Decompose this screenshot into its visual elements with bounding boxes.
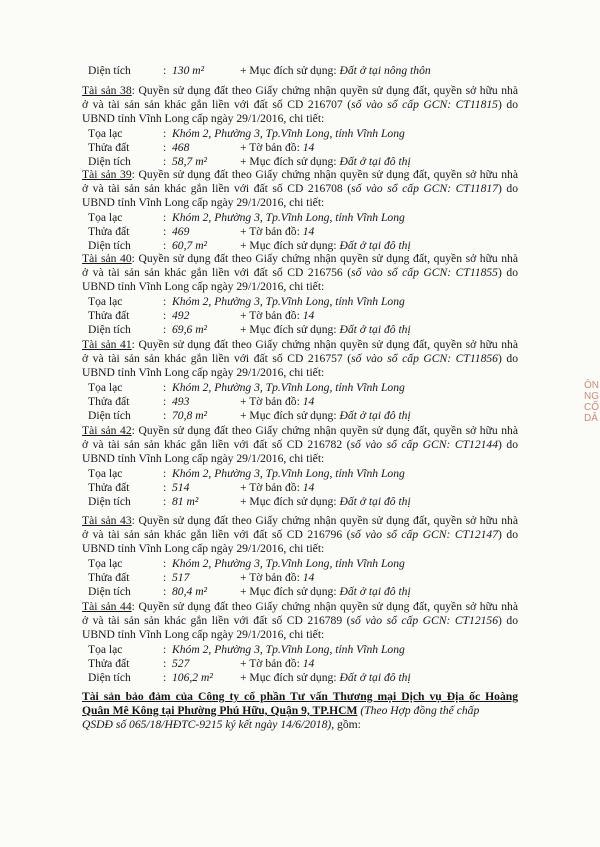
map-label: + Tờ bản đồ:: [240, 141, 303, 154]
area-label: Diện tích: [88, 64, 131, 77]
purpose-value: Đất ở tại đô thị: [339, 495, 411, 508]
asset-line2-c: ) do: [497, 98, 518, 111]
location-colon: :: [163, 643, 167, 656]
footer-line-3: [82, 718, 361, 732]
asset-certificate-number: số vào sổ cấp GCN: CT11856: [351, 352, 498, 365]
parcel-value: 514: [172, 481, 190, 494]
stamp-text-2: NG: [584, 391, 599, 402]
footer-line-2: [82, 704, 479, 718]
asset-line1-text: : Quyền sử dụng đất theo Giấy chứng nhận quyền sử dụng đất, quyền sở hữu nhà: [131, 338, 518, 351]
area-label: Diện tích: [88, 495, 131, 508]
purpose-label: + Mục đích sử dụng:: [240, 64, 340, 77]
purpose-value: Đất ở tại đô thị: [339, 155, 411, 168]
asset-line2-a: ở và tài sản sản khác gắn liền với đất số CD 216707 (: [82, 98, 352, 111]
map-text: [240, 657, 314, 671]
asset-line-3: [82, 628, 324, 642]
purpose-text: [240, 155, 411, 169]
parcel-colon: :: [163, 225, 167, 238]
asset-certificate-number: số vào sổ cấp GCN: CT12144: [350, 438, 499, 451]
asset-line2-a: ở và tài sản sản khác gắn liền với đất số CD 216782 (: [82, 438, 351, 451]
area-value: 130 m²: [172, 64, 205, 77]
area-label: Diện tích: [88, 155, 131, 168]
footer-tail-3: , gồm:: [331, 718, 361, 731]
asset-line-2: [82, 182, 518, 196]
area-label: Diện tích: [88, 585, 131, 598]
map-label: + Tờ bản đồ:: [240, 571, 303, 584]
asset-line-2: [82, 438, 518, 452]
area-colon: :: [163, 671, 167, 684]
purpose-label: + Mục đích sử dụng:: [240, 585, 340, 598]
asset-area-row: [0, 671, 600, 685]
map-label: + Tờ bản đồ:: [240, 395, 303, 408]
parcel-value: 468: [172, 141, 190, 154]
location-label: Tọa lạc: [88, 467, 123, 480]
asset-line1-text: : Quyền sử dụng đất theo Giấy chứng nhận quyền sử dụng đất, quyền sở hữu nhà: [131, 424, 518, 437]
map-text: [240, 141, 314, 155]
asset-area-row: [0, 585, 600, 599]
map-value: 14: [302, 657, 315, 670]
parcel-colon: :: [163, 571, 167, 584]
location-colon: :: [163, 127, 167, 140]
purpose-text: [240, 409, 411, 423]
asset-line-3: [82, 542, 324, 556]
area-label: Diện tích: [88, 409, 131, 422]
asset-tag: Tài sản 40: [82, 252, 132, 265]
asset-line-2: [82, 98, 518, 112]
asset-line3-text: UBND tỉnh Vĩnh Long cấp ngày 29/1/2016, chi tiết:: [82, 628, 325, 641]
asset-tag: Tài sản 41: [82, 338, 132, 351]
asset-line-2: [82, 528, 518, 542]
parcel-label: Thửa đất: [88, 481, 130, 494]
location-colon: :: [163, 381, 167, 394]
asset-line-3: [82, 112, 324, 126]
asset-tag: Tài sản 43: [82, 514, 132, 527]
location-value: Khóm 2, Phường 3, Tp.Vĩnh Long, tỉnh Vĩnh Long: [172, 643, 405, 656]
asset-line-2: [82, 352, 518, 366]
stamp-text-4: DÂ: [584, 413, 598, 424]
area-value: 70,8 m²: [172, 409, 208, 422]
purpose-label: + Mục đích sử dụng:: [240, 409, 340, 422]
location-label: Tọa lạc: [88, 295, 123, 308]
asset-line3-text: UBND tỉnh Vĩnh Long cấp ngày 29/1/2016, chi tiết:: [82, 366, 325, 379]
asset-line3-text: UBND tỉnh Vĩnh Long cấp ngày 29/1/2016, chi tiết:: [82, 452, 325, 465]
map-text: [240, 395, 314, 409]
location-value: Khóm 2, Phường 3, Tp.Vĩnh Long, tỉnh Vĩnh Long: [172, 211, 405, 224]
purpose-text: [240, 495, 411, 509]
asset-certificate-number: số vào sổ cấp GCN: CT12156: [350, 614, 499, 627]
footer-italic-3: QSDĐ số 065/18/HĐTC-9215 ký kết ngày 14/6/2018): [82, 718, 332, 731]
asset-line-1: [82, 84, 518, 98]
location-colon: :: [163, 557, 167, 570]
asset-certificate-number: số vào sổ cấp GCN: CT11817: [351, 182, 498, 195]
parcel-value: 517: [172, 571, 190, 584]
area-colon: :: [163, 64, 167, 77]
asset-location-row: [0, 381, 600, 395]
asset-line-3: [82, 280, 324, 294]
asset-line-1: [82, 168, 518, 182]
purpose-value: Đất ở tại đô thị: [339, 671, 411, 684]
asset-line3-text: UBND tỉnh Vĩnh Long cấp ngày 29/1/2016, chi tiết:: [82, 196, 325, 209]
asset-area-row: [0, 323, 600, 337]
asset-line2-a: ở và tài sản sản khác gắn liền với đất số CD 216796 (: [82, 528, 351, 541]
asset-line1-text: : Quyền sử dụng đất theo Giấy chứng nhận quyền sử dụng đất, quyền sở hữu nhà: [131, 168, 518, 181]
parcel-colon: :: [163, 657, 167, 670]
map-text: [240, 225, 314, 239]
area-value: 58,7 m²: [172, 155, 208, 168]
asset-certificate-number: số vào sổ cấp GCN: CT12147: [350, 528, 499, 541]
asset-tag: Tài sản 39: [82, 168, 132, 181]
parcel-colon: :: [163, 309, 167, 322]
location-value: Khóm 2, Phường 3, Tp.Vĩnh Long, tỉnh Vĩnh Long: [172, 467, 405, 480]
location-value: Khóm 2, Phường 3, Tp.Vĩnh Long, tỉnh Vĩnh Long: [172, 295, 405, 308]
map-label: + Tờ bản đồ:: [240, 481, 303, 494]
purpose-value: Đất ở tại đô thị: [339, 239, 411, 252]
asset-parcel-row: [0, 225, 600, 239]
asset-line-1: [82, 600, 518, 614]
asset-line2-c: ) do: [497, 352, 518, 365]
parcel-colon: :: [163, 481, 167, 494]
asset-line-1: [82, 514, 518, 528]
asset-line3-text: UBND tỉnh Vĩnh Long cấp ngày 29/1/2016, chi tiết:: [82, 112, 325, 125]
purpose-text: [240, 671, 411, 685]
map-label: + Tờ bản đồ:: [240, 225, 303, 238]
parcel-colon: :: [163, 141, 167, 154]
asset-location-row: [0, 643, 600, 657]
location-label: Tọa lạc: [88, 211, 123, 224]
map-label: + Tờ bản đồ:: [240, 657, 303, 670]
asset-location-row: [0, 211, 600, 225]
parcel-value: 493: [172, 395, 190, 408]
asset-line2-c: ) do: [498, 438, 518, 451]
map-text: [240, 481, 314, 495]
location-colon: :: [163, 211, 167, 224]
asset-line2-c: ) do: [498, 614, 518, 627]
purpose-label: + Mục đích sử dụng:: [240, 239, 340, 252]
asset-line-1: [82, 424, 518, 438]
stamp-text-1: ÔN: [584, 380, 599, 391]
asset-line-1: [82, 338, 518, 352]
asset-parcel-row: [0, 141, 600, 155]
asset-line2-a: ở và tài sản sản khác gắn liền với đất số CD 216789 (: [82, 614, 351, 627]
asset-location-row: [0, 295, 600, 309]
area-value: 81 m²: [172, 495, 199, 508]
parcel-label: Thửa đất: [88, 309, 130, 322]
asset-line1-text: : Quyền sử dụng đất theo Giấy chứng nhận quyền sử dụng đất, quyền sở hữu nhà: [131, 84, 518, 97]
asset-parcel-row: [0, 571, 600, 585]
purpose-text: [240, 585, 411, 599]
map-label: + Tờ bản đồ:: [240, 309, 303, 322]
map-value: 14: [302, 309, 315, 322]
map-value: 14: [302, 395, 315, 408]
asset-certificate-number: số vào sổ cấp GCN: CT11815: [351, 98, 498, 111]
parcel-label: Thửa đất: [88, 225, 130, 238]
area-label: Diện tích: [88, 239, 131, 252]
asset-line-2: [82, 614, 518, 628]
asset-line3-text: UBND tỉnh Vĩnh Long cấp ngày 29/1/2016, chi tiết:: [82, 542, 325, 555]
asset-area-row: [0, 155, 600, 169]
asset-tag: Tài sản 44: [82, 600, 132, 613]
asset-location-row: [0, 557, 600, 571]
purpose-label: + Mục đích sử dụng:: [240, 671, 340, 684]
asset-line-3: [82, 196, 324, 210]
area-value: 60,7 m²: [172, 239, 208, 252]
parcel-value: 469: [172, 225, 190, 238]
asset-tag: Tài sản 38: [82, 84, 132, 97]
map-value: 14: [302, 225, 315, 238]
purpose-value: Đất ở tại đô thị: [339, 323, 411, 336]
location-value: Khóm 2, Phường 3, Tp.Vĩnh Long, tỉnh Vĩnh Long: [172, 557, 405, 570]
area-colon: :: [163, 155, 167, 168]
area-value: 106,2 m²: [172, 671, 213, 684]
asset-tag: Tài sản 42: [82, 424, 132, 437]
asset-parcel-row: [0, 309, 600, 323]
footer-line-1: [82, 690, 518, 704]
asset-area-row: [0, 239, 600, 253]
area-label: Diện tích: [88, 671, 131, 684]
asset-line3-text: UBND tỉnh Vĩnh Long cấp ngày 29/1/2016, chi tiết:: [82, 280, 325, 293]
asset-line2-a: ở và tài sản sản khác gắn liền với đất số CD 216708 (: [82, 182, 352, 195]
asset-line2-c: ) do: [497, 266, 518, 279]
asset-location-row: [0, 127, 600, 141]
asset-parcel-row: [0, 395, 600, 409]
asset-line-1: [82, 252, 518, 266]
stamp-text-3: CỐ: [584, 402, 599, 413]
area-value: 69,6 m²: [172, 323, 208, 336]
location-colon: :: [163, 295, 167, 308]
asset-line1-text: : Quyền sử dụng đất theo Giấy chứng nhận quyền sử dụng đất, quyền sở hữu nhà: [131, 514, 518, 527]
purpose-text: [240, 239, 411, 253]
map-value: 14: [302, 571, 315, 584]
asset-line2-c: ) do: [498, 528, 518, 541]
area-colon: :: [163, 495, 167, 508]
footer-bold-2: Quân Mê Kông tại Phường Phú Hữu, Quận 9, TP.HCM: [82, 704, 358, 717]
asset-area-row: [0, 495, 600, 509]
asset-certificate-number: số vào sổ cấp GCN: CT11855: [351, 266, 498, 279]
area-colon: :: [163, 323, 167, 336]
asset-line1-text: : Quyền sử dụng đất theo Giấy chứng nhận quyền sử dụng đất, quyền sở hữu nhà: [131, 252, 518, 265]
stamp-fragment: [584, 380, 600, 424]
top-area-row: [0, 64, 600, 78]
location-colon: :: [163, 467, 167, 480]
purpose-value: Đất ở tại nông thôn: [339, 64, 431, 77]
asset-parcel-row: [0, 657, 600, 671]
asset-area-row: [0, 409, 600, 423]
parcel-label: Thửa đất: [88, 395, 130, 408]
map-text: [240, 309, 314, 323]
purpose-text: [240, 64, 431, 78]
parcel-value: 492: [172, 309, 190, 322]
area-label: Diện tích: [88, 323, 131, 336]
location-value: Khóm 2, Phường 3, Tp.Vĩnh Long, tỉnh Vĩnh Long: [172, 127, 405, 140]
parcel-label: Thửa đất: [88, 141, 130, 154]
purpose-label: + Mục đích sử dụng:: [240, 155, 340, 168]
purpose-value: Đất ở tại đô thị: [339, 585, 411, 598]
asset-line-2: [82, 266, 518, 280]
area-colon: :: [163, 239, 167, 252]
area-value: 80,4 m²: [172, 585, 208, 598]
parcel-colon: :: [163, 395, 167, 408]
asset-parcel-row: [0, 481, 600, 495]
purpose-label: + Mục đích sử dụng:: [240, 323, 340, 336]
location-label: Tọa lạc: [88, 381, 123, 394]
location-label: Tọa lạc: [88, 127, 123, 140]
asset-line-3: [82, 366, 324, 380]
asset-line1-text: : Quyền sử dụng đất theo Giấy chứng nhận quyền sử dụng đất, quyền sở hữu nhà: [131, 600, 518, 613]
asset-line2-a: ở và tài sản sản khác gắn liền với đất số CD 216756 (: [82, 266, 352, 279]
parcel-value: 527: [172, 657, 190, 670]
footer-bold-1: Tài sản bảo đảm của Công ty cổ phần Tư vấn Thương mại Dịch vụ Địa ốc Hoàng: [82, 690, 518, 703]
area-colon: :: [163, 409, 167, 422]
parcel-label: Thửa đất: [88, 571, 130, 584]
location-value: Khóm 2, Phường 3, Tp.Vĩnh Long, tỉnh Vĩnh Long: [172, 381, 405, 394]
footer-italic-2: (Theo Hợp đồng thế chấp: [357, 704, 480, 717]
parcel-label: Thửa đất: [88, 657, 130, 670]
location-label: Tọa lạc: [88, 643, 123, 656]
asset-line2-a: ở và tài sản sản khác gắn liền với đất số CD 216757 (: [82, 352, 352, 365]
asset-line2-c: ) do: [497, 182, 518, 195]
purpose-label: + Mục đích sử dụng:: [240, 495, 340, 508]
asset-line-3: [82, 452, 324, 466]
purpose-text: [240, 323, 411, 337]
asset-location-row: [0, 467, 600, 481]
purpose-value: Đất ở tại đô thị: [339, 409, 411, 422]
location-label: Tọa lạc: [88, 557, 123, 570]
map-value: 14: [302, 141, 315, 154]
map-text: [240, 571, 314, 585]
area-colon: :: [163, 585, 167, 598]
map-value: 14: [302, 481, 315, 494]
